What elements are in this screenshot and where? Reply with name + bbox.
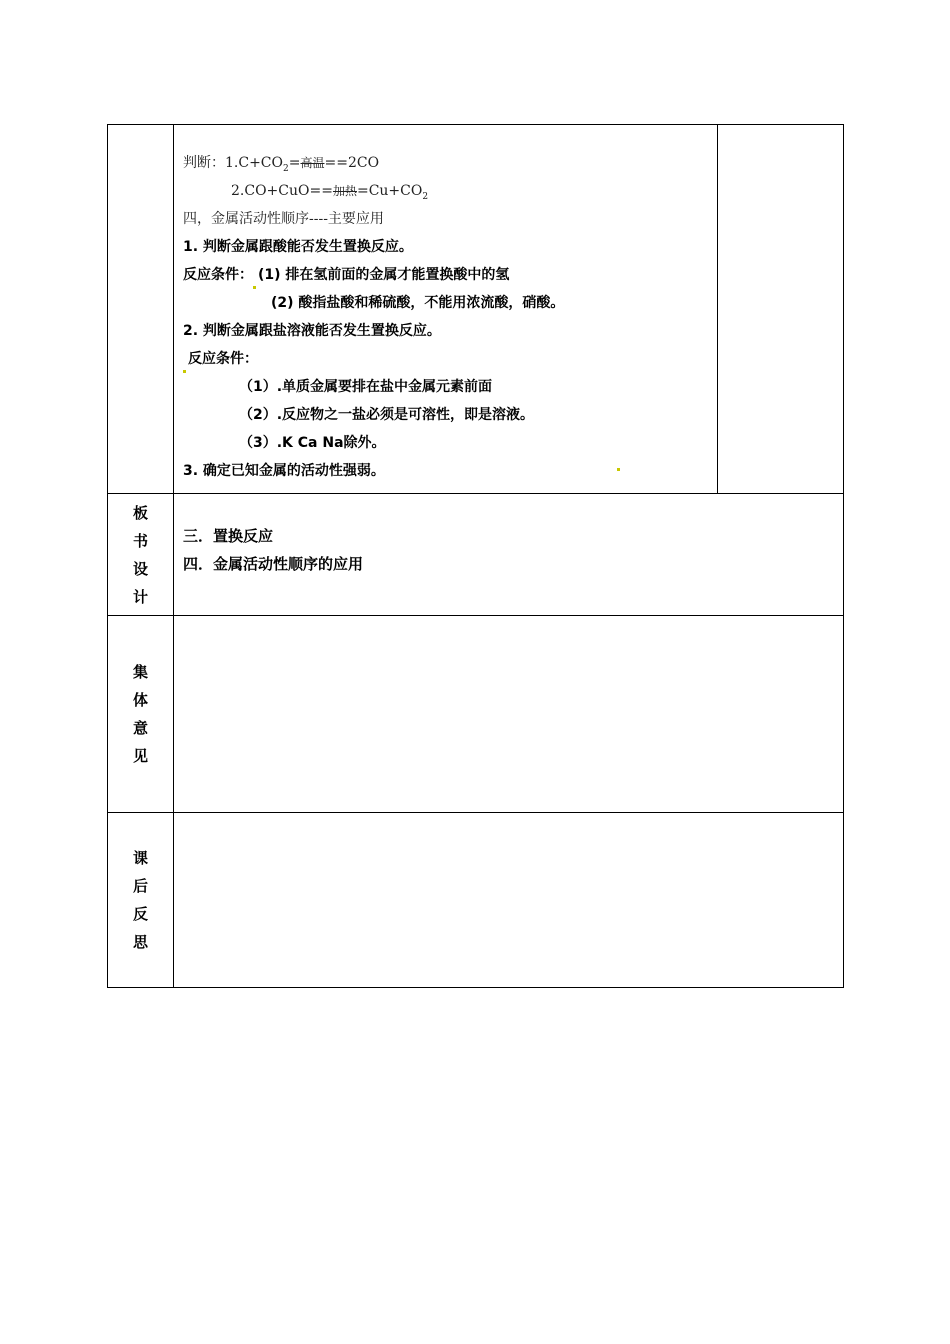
lesson-table xyxy=(107,124,844,988)
board-line-1: 三．置换反应 xyxy=(183,527,274,545)
judge-line-1: 判断：$1.C+CO_2=$高温==2CO xyxy=(183,155,380,174)
cond2-label: 反应条件： xyxy=(183,345,717,373)
cond1-line-b: (2) 酸指盐酸和稀硫酸，不能用浓流酸，硝酸。 xyxy=(271,295,565,311)
reflection-content xyxy=(174,813,844,988)
board-line-2: 四．金属活动性顺序的应用 xyxy=(183,555,364,573)
reflection-label: 课 后 反 思 xyxy=(108,813,174,988)
content-cell xyxy=(174,125,718,494)
cond2-line-c: （3）.K Ca Na除外。 xyxy=(239,435,386,451)
side-cell xyxy=(718,125,844,494)
cond1-line-a: 反应条件： (1) 排在氢前面的金属才能置换酸中的氢 xyxy=(183,261,717,289)
cond2-line-b: （2）.反应物之一盐必须是可溶性，即是溶液。 xyxy=(239,407,535,423)
collective-label: 集 体 意 见 xyxy=(108,616,174,813)
board-label: 板 书 设 计 xyxy=(108,494,174,616)
judge-line-2: 2.CO+CuO==加热$=Cu+CO_2$ xyxy=(231,183,429,202)
item-1: 1. 判断金属跟酸能否发生置换反应。 xyxy=(183,239,413,255)
collective-content xyxy=(174,616,844,813)
board-content xyxy=(174,494,844,616)
empty-label-cell xyxy=(108,125,174,494)
item-2: 2. 判断金属跟盐溶液能否发生置换反应。 xyxy=(183,323,441,339)
stray-mark xyxy=(617,468,620,471)
cond2-line-a: （1）.单质金属要排在盐中金属元素前面 xyxy=(239,379,493,395)
heading-4: 四，金属活动性顺序----主要应用 xyxy=(183,211,384,227)
item-3: 3. 确定已知金属的活动性强弱。 xyxy=(183,463,385,479)
